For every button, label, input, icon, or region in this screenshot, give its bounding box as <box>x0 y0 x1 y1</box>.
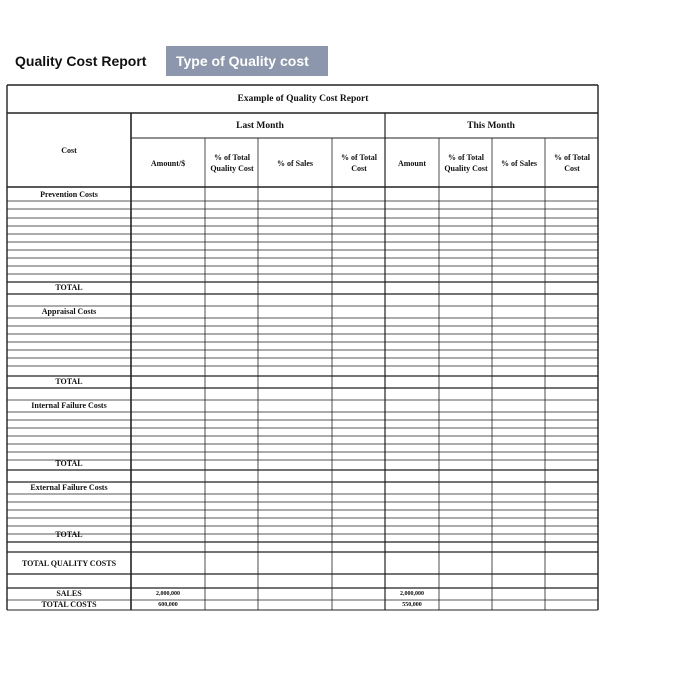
col-pct-tqc-last-2: Quality Cost <box>210 164 254 173</box>
total-costs-this-value: 550,000 <box>402 602 422 608</box>
sales-label: SALES <box>56 589 82 598</box>
sales-last-value: 2,000,000 <box>156 591 180 597</box>
section-prevention: Prevention Costs <box>40 190 98 199</box>
total-costs-label: TOTAL COSTS <box>41 600 97 609</box>
col-pct-tqc-this-1: % of Total <box>447 153 485 162</box>
section-external-failure: External Failure Costs <box>30 483 108 492</box>
last-month-header: Last Month <box>236 121 284 131</box>
col-pct-tc-last-1: % of Total <box>340 153 378 162</box>
section-internal-failure: Internal Failure Costs <box>31 401 107 410</box>
col-pct-tqc-this-2: Quality Cost <box>444 164 488 173</box>
col-pct-sales-this: % of Sales <box>501 159 537 168</box>
total-quality-costs: TOTAL QUALITY COSTS <box>21 559 117 568</box>
tab-type-of-quality-cost[interactable]: Type of Quality cost <box>166 46 328 76</box>
col-pct-tc-this-1: % of Total <box>553 153 591 162</box>
cost-header: Cost <box>61 146 77 155</box>
report-title: Example of Quality Cost Report <box>237 94 369 104</box>
total-appraisal: TOTAL <box>55 377 83 386</box>
col-amount-this: Amount <box>397 159 427 168</box>
col-amount-last: Amount/$ <box>150 159 186 168</box>
total-internal-failure: TOTAL <box>55 459 83 468</box>
col-pct-sales-last: % of Sales <box>277 159 313 168</box>
section-appraisal: Appraisal Costs <box>41 307 97 316</box>
col-pct-tc-last-2: Cost <box>351 164 367 173</box>
col-pct-tc-this-2: Cost <box>564 164 580 173</box>
tab-quality-cost-report[interactable]: Quality Cost Report <box>5 46 157 76</box>
sales-this-value: 2,000,000 <box>400 591 424 597</box>
total-costs-last-value: 600,000 <box>158 602 178 608</box>
total-external-failure: TOTAL <box>55 530 83 539</box>
total-prevention: TOTAL <box>55 283 83 292</box>
col-pct-tqc-last-1: % of Total <box>213 153 251 162</box>
this-month-header: This Month <box>467 121 515 131</box>
